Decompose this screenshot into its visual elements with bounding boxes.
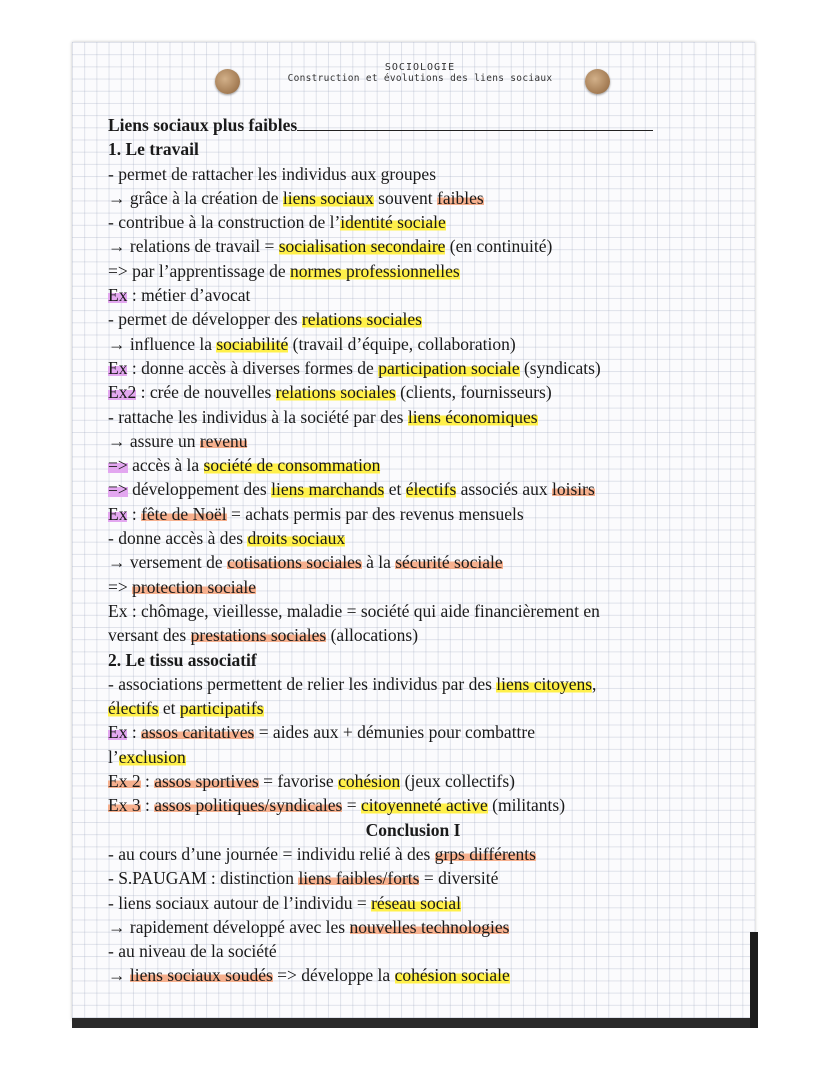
highlighted-term: réseau social <box>371 892 461 913</box>
note-line <box>108 842 718 866</box>
note-text: - liens sociaux autour de l’individu = <box>108 892 372 913</box>
highlighted-term: Ex <box>108 503 128 524</box>
note-text: : donne accès à diverses formes de <box>127 357 379 378</box>
note-text: l’ <box>108 746 119 767</box>
note-text: => <box>108 576 133 597</box>
highlighted-term: Ex 2 <box>108 771 141 792</box>
note-text: = aides aux + démunies pour combattre <box>254 722 536 743</box>
note-text: , <box>592 673 597 694</box>
note-text: (syndicats) <box>519 357 601 378</box>
highlighted-term: relations sociales <box>301 309 422 330</box>
note-text: → rapidement développé avec les <box>108 916 350 937</box>
note-text: - rattache les individus à la société par des <box>108 406 408 427</box>
highlighted-term: électifs <box>108 698 159 719</box>
highlighted-term: cohésion sociale <box>394 965 510 986</box>
note-text: et <box>384 479 406 500</box>
section-heading <box>108 113 718 137</box>
page-bottom-edge <box>72 1018 755 1028</box>
heading-text: Liens sociaux plus faibles <box>108 115 298 135</box>
section-heading <box>108 648 718 672</box>
highlighted-term: citoyenneté active <box>360 795 488 816</box>
highlighted-term: prestations sociales <box>190 625 327 646</box>
note-text: (en continuité) <box>445 236 553 257</box>
subject-title: SOCIOLOGIE <box>384 62 456 73</box>
note-text: : <box>127 503 142 524</box>
note-text: → versement de <box>108 552 228 573</box>
highlighted-term: sociabilité <box>216 333 289 354</box>
note-line <box>108 502 718 526</box>
note-text: : <box>140 795 155 816</box>
note-text: accès à la <box>127 455 204 476</box>
note-text: souvent <box>373 187 437 208</box>
highlighted-term: électifs <box>405 479 457 500</box>
note-text: - permet de rattacher les individus aux groupes <box>108 163 437 184</box>
note-text: = diversité <box>419 868 499 889</box>
note-text: à la <box>361 552 396 573</box>
note-line <box>108 720 718 744</box>
note-text: - permet de développer des <box>108 309 302 330</box>
note-line <box>108 307 718 331</box>
highlighted-term: liens citoyens <box>496 673 593 694</box>
highlighted-term: Ex2 <box>108 382 137 403</box>
note-line <box>108 769 718 793</box>
note-text: versant des <box>108 625 191 646</box>
note-text: - au niveau de la société <box>108 941 277 962</box>
highlighted-term: socialisation secondaire <box>278 236 446 257</box>
note-line <box>108 696 718 720</box>
note-text: - contribue à la construction de l’ <box>108 212 341 233</box>
note-line <box>108 599 718 623</box>
note-line <box>108 356 718 380</box>
note-text: - donne accès à des <box>108 528 248 549</box>
highlighted-term: assos politiques/syndicales <box>154 795 343 816</box>
note-line <box>108 793 718 817</box>
highlighted-term: exclusion <box>118 746 186 767</box>
highlighted-term: société de consommation <box>203 455 381 476</box>
heading-text: Conclusion I <box>365 819 461 840</box>
note-text: → influence la <box>108 333 217 354</box>
note-text: - S.PAUGAM : distinction <box>108 868 299 889</box>
heading-text: 1. Le travail <box>108 139 199 160</box>
note-line <box>108 332 718 356</box>
highlighted-term: faibles <box>437 187 484 208</box>
highlighted-term: liens marchands <box>271 479 385 500</box>
highlighted-term: cotisations sociales <box>227 552 362 573</box>
note-text: - au cours d’une journée = individu relié à des <box>108 843 435 864</box>
note-line <box>108 283 718 307</box>
chapter-subtitle: Construction et évolutions des liens sociaux <box>287 73 553 84</box>
highlighted-term: assos caritatives <box>141 722 255 743</box>
highlighted-term: participation sociale <box>378 357 520 378</box>
note-text: → <box>108 965 130 986</box>
note-text: => par l’apprentissage de <box>108 260 291 281</box>
note-text: = favorise <box>258 771 339 792</box>
highlighted-term: revenu <box>199 430 248 451</box>
highlighted-term: sécurité sociale <box>395 552 503 573</box>
highlighted-term: liens sociaux soudés <box>129 965 273 986</box>
note-line <box>108 672 718 696</box>
note-line <box>108 745 718 769</box>
note-text: Ex : chômage, vieillesse, maladie = société qui aide financièrement en <box>108 600 600 621</box>
highlighted-term: protection sociale <box>132 576 257 597</box>
note-text: = <box>342 795 361 816</box>
highlighted-term: Ex <box>108 357 128 378</box>
note-line <box>108 186 718 210</box>
note-text: : <box>127 722 142 743</box>
note-text: → grâce à la création de <box>108 187 283 208</box>
note-text: → relations de travail = <box>108 236 279 257</box>
note-line <box>108 380 718 404</box>
title-underline <box>297 116 653 131</box>
highlighted-term: identité sociale <box>340 212 446 233</box>
note-line <box>108 963 718 987</box>
section-heading <box>108 818 718 842</box>
highlighted-term: grps différents <box>434 843 536 864</box>
note-text: (clients, fournisseurs) <box>395 382 552 403</box>
note-text: => développe la <box>272 965 395 986</box>
note-text: → assure un <box>108 430 200 451</box>
note-line <box>108 526 718 550</box>
note-text: (travail d’équipe, collaboration) <box>288 333 516 354</box>
highlighted-term: liens faibles/forts <box>298 868 420 889</box>
note-line <box>108 453 718 477</box>
notes-body <box>108 113 718 988</box>
heading-text: 2. Le tissu associatif <box>108 649 257 670</box>
note-text: associés aux <box>456 479 553 500</box>
highlighted-term: => <box>108 479 128 500</box>
highlighted-term: => <box>108 455 128 476</box>
highlighted-term: nouvelles technologies <box>349 916 510 937</box>
note-line <box>108 162 718 186</box>
note-text: : métier d’avocat <box>127 285 251 306</box>
note-line <box>108 429 718 453</box>
highlighted-term: droits sociaux <box>247 528 346 549</box>
highlighted-term: fête de Noël <box>141 503 227 524</box>
note-line <box>108 891 718 915</box>
note-line <box>108 866 718 890</box>
note-text: : <box>140 771 155 792</box>
note-text: - associations permettent de relier les individus par des <box>108 673 497 694</box>
note-line <box>108 259 718 283</box>
note-text: = achats permis par des revenus mensuels <box>226 503 524 524</box>
highlighted-term: Ex <box>108 285 128 306</box>
note-text: (allocations) <box>326 625 419 646</box>
note-line <box>108 405 718 429</box>
highlighted-term: participatifs <box>179 698 264 719</box>
note-text: (militants) <box>487 795 566 816</box>
highlighted-term: Ex 3 <box>108 795 141 816</box>
highlighted-term: normes professionnelles <box>290 260 460 281</box>
note-text: : crée de nouvelles <box>136 382 276 403</box>
note-line <box>108 575 718 599</box>
highlighted-term: liens sociaux <box>282 187 374 208</box>
section-heading <box>108 137 718 161</box>
note-text: (jeux collectifs) <box>400 771 515 792</box>
note-line <box>108 939 718 963</box>
note-line <box>108 477 718 501</box>
note-line <box>108 234 718 258</box>
highlighted-term: assos sportives <box>154 771 259 792</box>
highlighted-term: relations sociales <box>275 382 396 403</box>
note-line <box>108 623 718 647</box>
note-text: développement des <box>127 479 272 500</box>
note-line <box>108 210 718 234</box>
page-header <box>230 62 610 84</box>
highlighted-term: loisirs <box>552 479 595 500</box>
note-line <box>108 550 718 574</box>
page-right-edge <box>750 932 758 1028</box>
highlighted-term: cohésion <box>338 771 401 792</box>
highlighted-term: liens économiques <box>407 406 538 427</box>
note-line <box>108 915 718 939</box>
note-text: et <box>158 698 180 719</box>
highlighted-term: Ex <box>108 722 128 743</box>
